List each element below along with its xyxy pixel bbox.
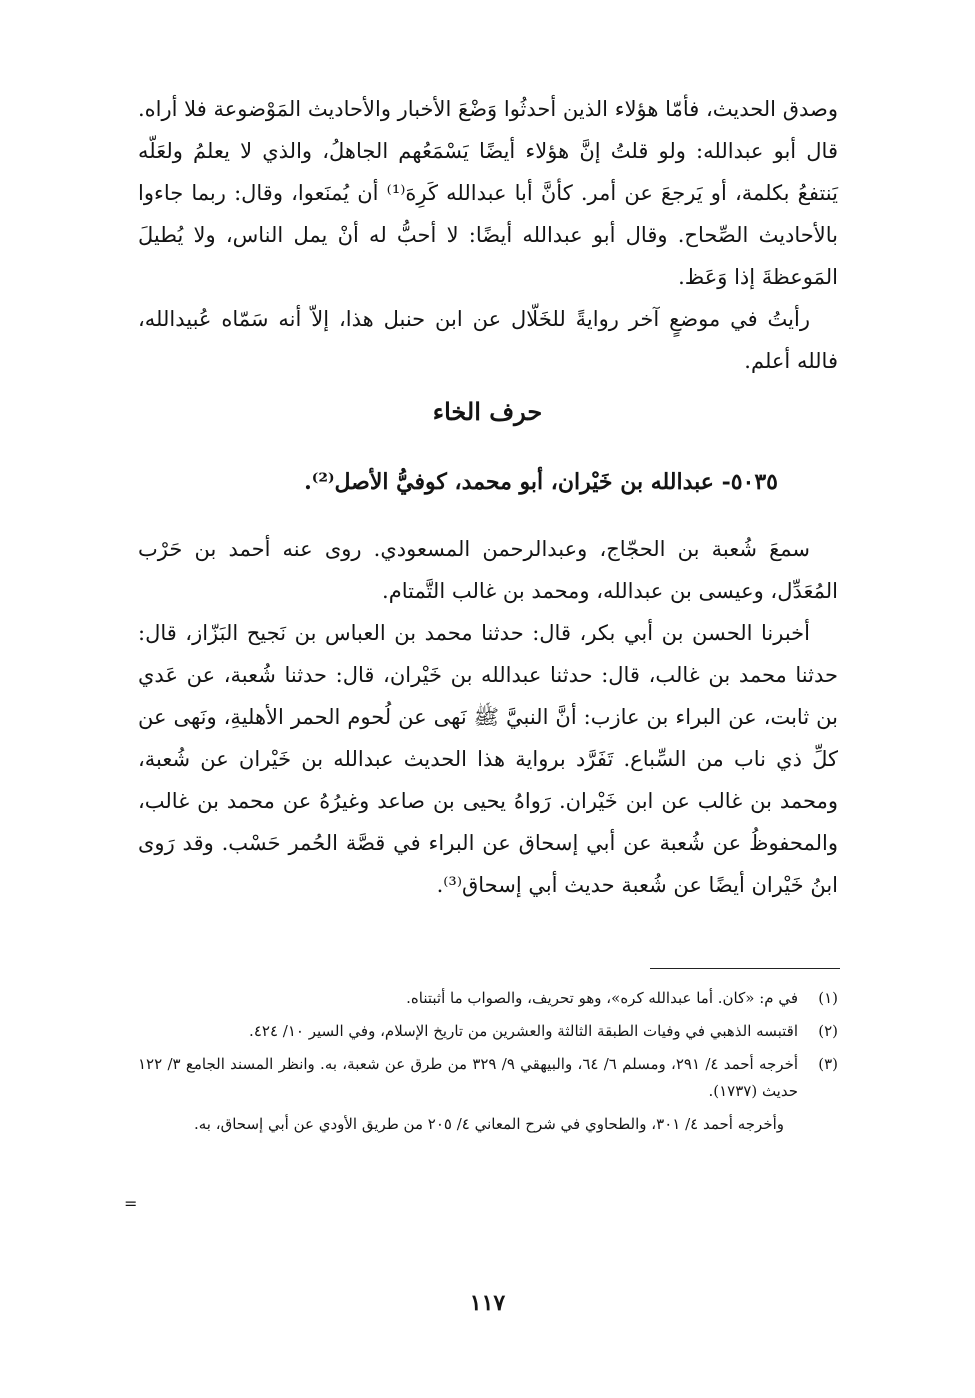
footnote-number: (٣) — [818, 1055, 838, 1073]
continuation-text — [138, 88, 838, 382]
page-number: ١١٧ — [469, 1290, 506, 1316]
footnote-text: في م: «كان. أما عبدالله كره»، وهو تحريف، والصواب ما أثبتناه. — [406, 989, 798, 1007]
continuation-mark: = — [124, 1194, 138, 1213]
footnote — [138, 985, 838, 1012]
footnote-text: أخرجه أحمد ٤/ ٢٩١، ومسلم ٦/ ٦٤، والبيهقي ٩/ ٣٢٩ من طرق عن شعبة، به. وانظر المسند الجامع ٣/ ١٢٢ حديث (١٧٣٧). — [138, 1055, 799, 1100]
section-title: حرف الخاء — [432, 397, 543, 426]
paragraph: سمعَ شُعبة بن الحجّاج، وعبدالرحمن المسعودي. روى عنه أحمد بن حَرْب المُعَدِّل، وعيسى بن عبدالله، ومحمد بن غالب التَّمتام. — [138, 537, 838, 603]
footnote-text: اقتبسه الذهبي في وفيات الطبقة الثالثة والعشرين من تاريخ الإسلام، وفي السير ١٠/ ٤٢٤. — [249, 1022, 798, 1040]
footnote-continuation: وأخرجه أحمد ٤/ ٣٠١، والطحاوي في شرح المعاني ٤/ ٢٠٥ من طريق الأودي عن أبي إسحاق، به. — [193, 1115, 784, 1133]
footnotes — [138, 985, 838, 1138]
paragraph: وصدق الحديث، فأمّا هؤلاء الذين أحدثُوا وَضْعَ الأخبار والأحاديث المَوْضوعة فلا أراه. قال أبو عبدالله: ولو قلتُ إنَّ هؤلاء أيضًا يَسْمَعُهم الجاهلُ، والذي لا يعلمُ ولعَلّه يَنتفعُ بكلمة، أو يَرجعَ عن أمر. كأنَّ أبا عبدالله كَرِهَ⁽¹⁾ أن يُمنَعوا، وقال: ربما جاءوا بالأحاديث الصِّحاح. وقال أبو عبدالله أيضًا: لا أحبُّ له أنْ يمل الناس، ولا يُطيلَ المَوعظةَ إذا وَعَظ. — [138, 97, 838, 289]
footnote-divider — [650, 968, 840, 969]
entry-body — [138, 528, 838, 906]
footnote-number: (١) — [818, 989, 838, 1007]
entry-heading: ٥٠٣٥- عبدالله بن خَيْران، أبو محمد، كوفيُّ الأصل⁽²⁾. — [304, 469, 778, 495]
footnote-number: (٢) — [818, 1022, 838, 1040]
paragraph: رأيتُ في موضعٍ آخر روايةً للخَلّال عن ابن حنبل هذا، إلاّ أنه سَمّاه عُبيدالله، فالله أعلم. — [138, 307, 838, 373]
paragraph: أخبرنا الحسن بن أبي بكر، قال: حدثنا محمد بن العباس بن نَجيح البَزّاز، قال: حدثنا محمد بن غالب، قال: حدثنا عبدالله بن خَيْران، قال: حدثنا شُعبة، عن عَدي بن ثابت، عن البراء بن عازب: أنَّ النبيَّ ﷺ نَهى عن لُحوم الحمر الأهليةِ، ونَهى عن كلِّ ذي ناب من السِّباع. تَفَرَّد برواية هذا الحديث عبدالله بن خَيْران عن شُعبة، ومحمد بن غالب عن ابن خَيْران. رَواهُ يحيى بن صاعد وغيرُهُ عن محمد بن غالب، والمحفوظُ عن شُعبة عن أبي إسحاق عن البراء في قصَّة الحُمر حَسْب. وقد رَوى ابنُ خَيْران أيضًا عن شُعبة حديث أبي إسحاق⁽³⁾. — [138, 621, 838, 897]
footnote — [138, 1051, 838, 1105]
footnote — [138, 1018, 838, 1045]
